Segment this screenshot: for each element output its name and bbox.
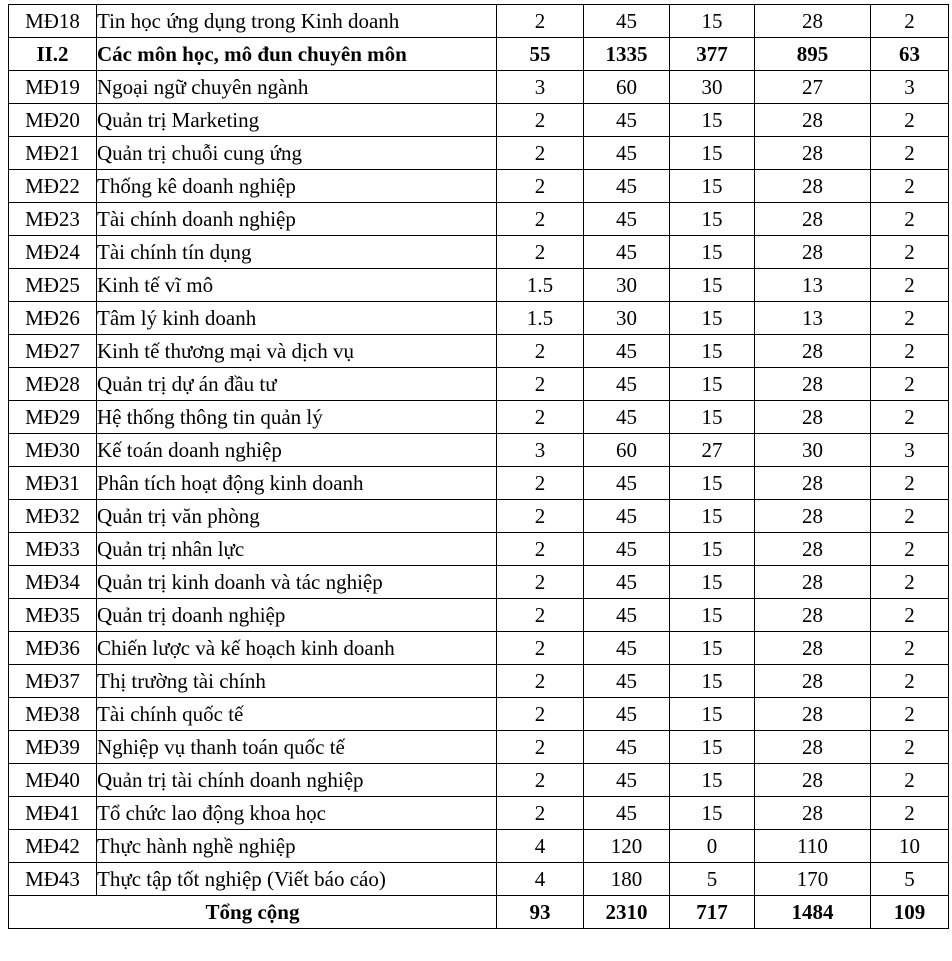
module-name-cell: Quản trị dự án đầu tư — [97, 368, 497, 401]
exam-hours-cell: 3 — [871, 434, 949, 467]
module-code-cell: MĐ36 — [9, 632, 97, 665]
theory-hours-cell: 15 — [670, 599, 755, 632]
total-hours-cell: 60 — [584, 71, 670, 104]
total-label: Tổng cộng — [9, 896, 497, 929]
table-row — [9, 335, 949, 368]
exam-hours-cell: 2 — [871, 566, 949, 599]
theory-hours-cell: 15 — [670, 731, 755, 764]
module-code-cell: MĐ20 — [9, 104, 97, 137]
credits-cell: 2 — [497, 467, 584, 500]
module-code-cell: MĐ37 — [9, 665, 97, 698]
total-hours-cell: 45 — [584, 170, 670, 203]
exam-hours-cell: 2 — [871, 368, 949, 401]
exam-hours-cell: 3 — [871, 71, 949, 104]
table-row — [9, 401, 949, 434]
theory-hours-cell: 377 — [670, 38, 755, 71]
theory-hours-cell: 15 — [670, 632, 755, 665]
theory-hours-cell: 15 — [670, 797, 755, 830]
table-row — [9, 863, 949, 896]
total-hours-cell: 45 — [584, 335, 670, 368]
module-code-cell: MĐ22 — [9, 170, 97, 203]
module-code-cell: MĐ34 — [9, 566, 97, 599]
module-code-cell: MĐ28 — [9, 368, 97, 401]
module-code-cell: MĐ19 — [9, 71, 97, 104]
credits-cell: 2 — [497, 566, 584, 599]
theory-hours-cell: 15 — [670, 401, 755, 434]
exam-hours-cell: 2 — [871, 665, 949, 698]
module-code-cell: MĐ41 — [9, 797, 97, 830]
exam-hours-cell: 2 — [871, 236, 949, 269]
credits-cell: 3 — [497, 71, 584, 104]
module-code-cell: MĐ27 — [9, 335, 97, 368]
theory-hours-cell: 5 — [670, 863, 755, 896]
practice-hours-cell: 30 — [755, 434, 871, 467]
table-row — [9, 599, 949, 632]
practice-hours-cell: 27 — [755, 71, 871, 104]
total-hours-cell: 45 — [584, 764, 670, 797]
exam-hours-cell: 2 — [871, 302, 949, 335]
module-code-cell: MĐ43 — [9, 863, 97, 896]
theory-hours-cell: 15 — [670, 236, 755, 269]
exam-hours-cell: 2 — [871, 104, 949, 137]
credits-cell: 1.5 — [497, 302, 584, 335]
table-row — [9, 236, 949, 269]
table-row — [9, 665, 949, 698]
practice-hours-cell: 170 — [755, 863, 871, 896]
module-code-cell: MĐ23 — [9, 203, 97, 236]
table-row — [9, 731, 949, 764]
exam-hours-cell: 2 — [871, 137, 949, 170]
module-name-cell: Thống kê doanh nghiệp — [97, 170, 497, 203]
module-code-cell: MĐ21 — [9, 137, 97, 170]
total-hours-cell: 30 — [584, 302, 670, 335]
credits-cell: 2 — [497, 665, 584, 698]
practice-hours-cell: 28 — [755, 797, 871, 830]
credits-cell: 2 — [497, 368, 584, 401]
module-code-cell: MĐ31 — [9, 467, 97, 500]
practice-hours-cell: 28 — [755, 236, 871, 269]
exam-hours-cell: 2 — [871, 632, 949, 665]
theory-hours-cell: 15 — [670, 698, 755, 731]
practice-hours-cell: 28 — [755, 566, 871, 599]
practice-hours-cell: 28 — [755, 368, 871, 401]
exam-hours-cell: 5 — [871, 863, 949, 896]
total-hours-cell: 45 — [584, 203, 670, 236]
credits-cell: 2 — [497, 599, 584, 632]
module-name-cell: Quản trị tài chính doanh nghiệp — [97, 764, 497, 797]
total-hours-cell: 180 — [584, 863, 670, 896]
credits-cell: 2 — [497, 104, 584, 137]
credits-cell: 3 — [497, 434, 584, 467]
module-code-cell: MĐ35 — [9, 599, 97, 632]
practice-hours-cell: 28 — [755, 731, 871, 764]
total-hours-cell: 60 — [584, 434, 670, 467]
total-exam: 109 — [871, 896, 949, 929]
theory-hours-cell: 15 — [670, 5, 755, 38]
theory-hours-cell: 15 — [670, 467, 755, 500]
module-name-cell: Tin học ứng dụng trong Kinh doanh — [97, 5, 497, 38]
theory-hours-cell: 0 — [670, 830, 755, 863]
theory-hours-cell: 15 — [670, 533, 755, 566]
total-hours-cell: 30 — [584, 269, 670, 302]
total-hours-cell: 45 — [584, 599, 670, 632]
module-name-cell: Quản trị chuỗi cung ứng — [97, 137, 497, 170]
table-row — [9, 467, 949, 500]
practice-hours-cell: 28 — [755, 665, 871, 698]
table-row — [9, 302, 949, 335]
credits-cell: 55 — [497, 38, 584, 71]
credits-cell: 4 — [497, 863, 584, 896]
module-code-cell: MĐ26 — [9, 302, 97, 335]
theory-hours-cell: 15 — [670, 764, 755, 797]
practice-hours-cell: 28 — [755, 467, 871, 500]
module-code-cell: MĐ30 — [9, 434, 97, 467]
theory-hours-cell: 15 — [670, 302, 755, 335]
curriculum-table — [8, 4, 949, 929]
module-code-cell: MĐ38 — [9, 698, 97, 731]
exam-hours-cell: 10 — [871, 830, 949, 863]
exam-hours-cell: 2 — [871, 797, 949, 830]
module-code-cell: MĐ39 — [9, 731, 97, 764]
total-hours-cell: 45 — [584, 5, 670, 38]
exam-hours-cell: 2 — [871, 500, 949, 533]
exam-hours-cell: 2 — [871, 731, 949, 764]
credits-cell: 2 — [497, 731, 584, 764]
exam-hours-cell: 2 — [871, 764, 949, 797]
practice-hours-cell: 28 — [755, 698, 871, 731]
total-hours-cell: 120 — [584, 830, 670, 863]
credits-cell: 2 — [497, 764, 584, 797]
table-body — [9, 5, 949, 896]
module-name-cell: Quản trị Marketing — [97, 104, 497, 137]
total-practice: 1484 — [755, 896, 871, 929]
practice-hours-cell: 28 — [755, 401, 871, 434]
module-code-cell: MĐ24 — [9, 236, 97, 269]
total-hours-cell: 45 — [584, 368, 670, 401]
exam-hours-cell: 2 — [871, 269, 949, 302]
module-name-cell: Các môn học, mô đun chuyên môn — [97, 38, 497, 71]
theory-hours-cell: 15 — [670, 335, 755, 368]
practice-hours-cell: 28 — [755, 5, 871, 38]
module-name-cell: Ngoại ngữ chuyên ngành — [97, 71, 497, 104]
table-row — [9, 368, 949, 401]
curriculum-document — [8, 4, 948, 929]
total-hours-cell: 45 — [584, 698, 670, 731]
table-row — [9, 830, 949, 863]
module-name-cell: Kinh tế vĩ mô — [97, 269, 497, 302]
module-code-cell: II.2 — [9, 38, 97, 71]
module-code-cell: MĐ33 — [9, 533, 97, 566]
total-hours-cell: 45 — [584, 236, 670, 269]
table-row — [9, 269, 949, 302]
module-name-cell: Phân tích hoạt động kinh doanh — [97, 467, 497, 500]
section-row — [9, 38, 949, 71]
credits-cell: 1.5 — [497, 269, 584, 302]
exam-hours-cell: 2 — [871, 467, 949, 500]
theory-hours-cell: 15 — [670, 665, 755, 698]
credits-cell: 2 — [497, 203, 584, 236]
module-name-cell: Thực hành nghề nghiệp — [97, 830, 497, 863]
table-row — [9, 137, 949, 170]
credits-cell: 4 — [497, 830, 584, 863]
practice-hours-cell: 895 — [755, 38, 871, 71]
practice-hours-cell: 28 — [755, 632, 871, 665]
exam-hours-cell: 2 — [871, 5, 949, 38]
table-row — [9, 71, 949, 104]
total-hours-cell: 45 — [584, 665, 670, 698]
total-row — [9, 896, 949, 929]
exam-hours-cell: 2 — [871, 533, 949, 566]
credits-cell: 2 — [497, 5, 584, 38]
total-hours-cell: 1335 — [584, 38, 670, 71]
practice-hours-cell: 28 — [755, 104, 871, 137]
credits-cell: 2 — [497, 500, 584, 533]
table-row — [9, 698, 949, 731]
practice-hours-cell: 28 — [755, 533, 871, 566]
table-row — [9, 533, 949, 566]
exam-hours-cell: 2 — [871, 401, 949, 434]
table-row — [9, 764, 949, 797]
module-code-cell: MĐ29 — [9, 401, 97, 434]
practice-hours-cell: 28 — [755, 137, 871, 170]
module-name-cell: Kinh tế thương mại và dịch vụ — [97, 335, 497, 368]
module-name-cell: Tài chính doanh nghiệp — [97, 203, 497, 236]
module-name-cell: Tâm lý kinh doanh — [97, 302, 497, 335]
total-hours-cell: 45 — [584, 731, 670, 764]
module-code-cell: MĐ32 — [9, 500, 97, 533]
module-name-cell: Quản trị kinh doanh và tác nghiệp — [97, 566, 497, 599]
module-name-cell: Tổ chức lao động khoa học — [97, 797, 497, 830]
module-name-cell: Kế toán doanh nghiệp — [97, 434, 497, 467]
exam-hours-cell: 2 — [871, 599, 949, 632]
theory-hours-cell: 15 — [670, 500, 755, 533]
theory-hours-cell: 15 — [670, 137, 755, 170]
exam-hours-cell: 2 — [871, 698, 949, 731]
practice-hours-cell: 28 — [755, 764, 871, 797]
table-row — [9, 203, 949, 236]
module-code-cell: MĐ40 — [9, 764, 97, 797]
module-code-cell: MĐ25 — [9, 269, 97, 302]
practice-hours-cell: 13 — [755, 302, 871, 335]
table-row — [9, 434, 949, 467]
total-hours-cell: 45 — [584, 632, 670, 665]
theory-hours-cell: 15 — [670, 170, 755, 203]
theory-hours-cell: 15 — [670, 104, 755, 137]
table-row — [9, 566, 949, 599]
total-hours-cell: 45 — [584, 137, 670, 170]
total-hours-cell: 45 — [584, 467, 670, 500]
exam-hours-cell: 2 — [871, 335, 949, 368]
credits-cell: 2 — [497, 170, 584, 203]
theory-hours-cell: 15 — [670, 203, 755, 236]
practice-hours-cell: 28 — [755, 335, 871, 368]
theory-hours-cell: 30 — [670, 71, 755, 104]
exam-hours-cell: 2 — [871, 170, 949, 203]
practice-hours-cell: 13 — [755, 269, 871, 302]
credits-cell: 2 — [497, 698, 584, 731]
theory-hours-cell: 15 — [670, 269, 755, 302]
credits-cell: 2 — [497, 401, 584, 434]
credits-cell: 2 — [497, 797, 584, 830]
credits-cell: 2 — [497, 335, 584, 368]
total-hours-cell: 45 — [584, 401, 670, 434]
theory-hours-cell: 27 — [670, 434, 755, 467]
practice-hours-cell: 28 — [755, 170, 871, 203]
module-name-cell: Hệ thống thông tin quản lý — [97, 401, 497, 434]
total-hours-cell: 45 — [584, 533, 670, 566]
table-row — [9, 500, 949, 533]
table-row — [9, 170, 949, 203]
table-row — [9, 797, 949, 830]
module-code-cell: MĐ18 — [9, 5, 97, 38]
credits-cell: 2 — [497, 236, 584, 269]
credits-cell: 2 — [497, 632, 584, 665]
total-hours-cell: 45 — [584, 500, 670, 533]
total-theory: 717 — [670, 896, 755, 929]
theory-hours-cell: 15 — [670, 566, 755, 599]
credits-cell: 2 — [497, 533, 584, 566]
module-name-cell: Tài chính quốc tế — [97, 698, 497, 731]
module-name-cell: Chiến lược và kế hoạch kinh doanh — [97, 632, 497, 665]
module-name-cell: Quản trị doanh nghiệp — [97, 599, 497, 632]
module-name-cell: Quản trị nhân lực — [97, 533, 497, 566]
module-name-cell: Thực tập tốt nghiệp (Viết báo cáo) — [97, 863, 497, 896]
table-row — [9, 5, 949, 38]
credits-cell: 2 — [497, 137, 584, 170]
total-credits: 93 — [497, 896, 584, 929]
total-hours-cell: 45 — [584, 566, 670, 599]
exam-hours-cell: 63 — [871, 38, 949, 71]
total-hours-cell: 45 — [584, 797, 670, 830]
practice-hours-cell: 110 — [755, 830, 871, 863]
practice-hours-cell: 28 — [755, 599, 871, 632]
module-name-cell: Quản trị văn phòng — [97, 500, 497, 533]
theory-hours-cell: 15 — [670, 368, 755, 401]
module-name-cell: Thị trường tài chính — [97, 665, 497, 698]
table-row — [9, 632, 949, 665]
exam-hours-cell: 2 — [871, 203, 949, 236]
total-hours: 2310 — [584, 896, 670, 929]
table-row — [9, 104, 949, 137]
practice-hours-cell: 28 — [755, 203, 871, 236]
total-hours-cell: 45 — [584, 104, 670, 137]
module-name-cell: Nghiệp vụ thanh toán quốc tế — [97, 731, 497, 764]
module-code-cell: MĐ42 — [9, 830, 97, 863]
practice-hours-cell: 28 — [755, 500, 871, 533]
module-name-cell: Tài chính tín dụng — [97, 236, 497, 269]
